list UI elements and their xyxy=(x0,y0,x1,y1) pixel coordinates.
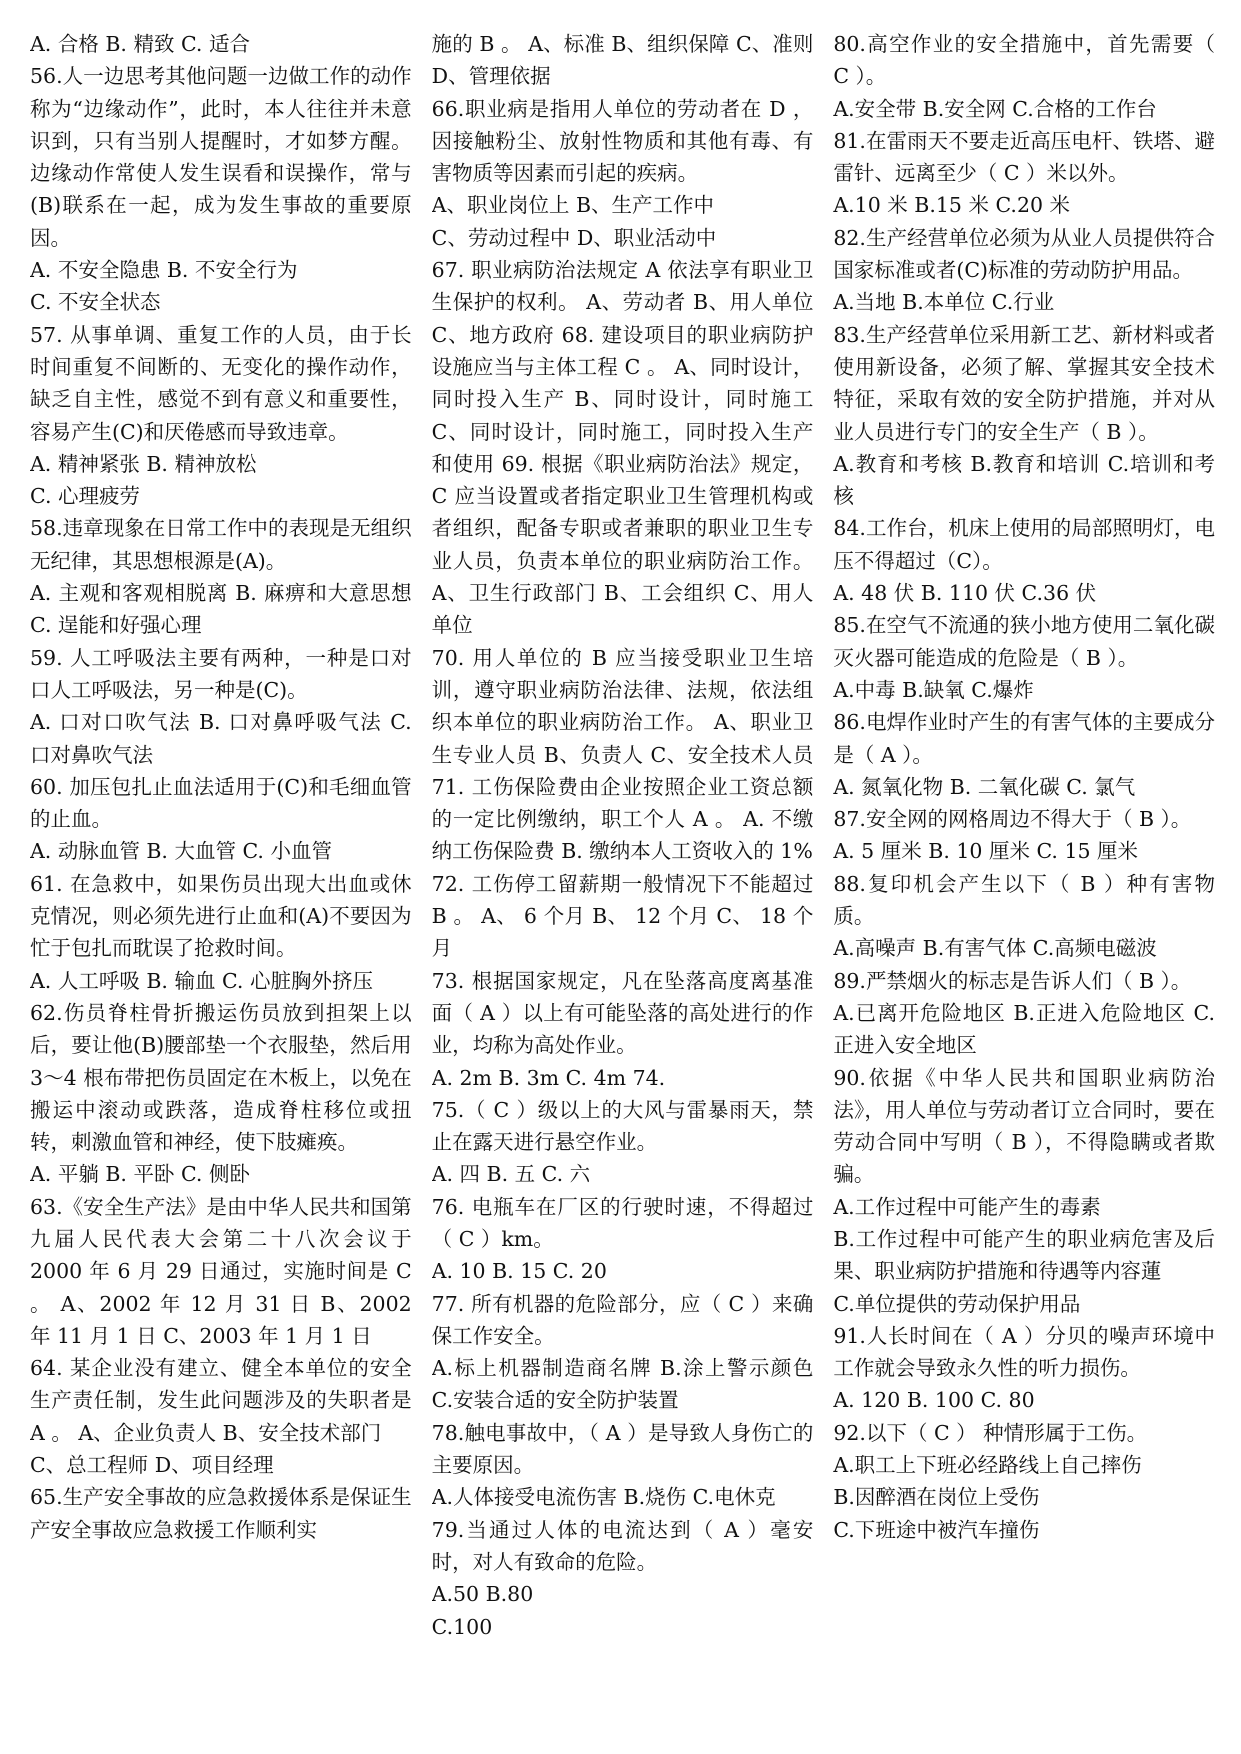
question-89: 89.严禁烟火的标志是告诉人们（ B ）。 xyxy=(833,968,1192,993)
options-line: A.教育和考核 B.教育和培训 C.培训和考核 xyxy=(833,451,1216,509)
options-line: A. 5 厘米 B. 10 厘米 C. 15 厘米 xyxy=(833,839,1139,864)
column-middle xyxy=(432,28,814,1754)
options-line: A. 精神紧张 B. 精神放松 xyxy=(30,451,257,476)
question-82: 82.生产经营单位必须为从业人员提供符合国家标准或者(C)标准的劳动防护用品。 xyxy=(833,225,1216,283)
options-line: A.安全带 B.安全网 C.合格的工作台 xyxy=(833,96,1157,121)
question-66: 66.职业病是指用人单位的劳动者在 D ，因接触粉尘、放射性物质和其他有毒、有害物质等因素而引起的疾病。 xyxy=(431,96,814,186)
question-62: 62.伤员脊柱骨折搬运伤员放到担架上以后，要让他(B)腰部垫一个衣服垫，然后用 3～4 根布带把伤员固定在木板上，以免在搬运中滚动或跌落，造成脊柱移位或扭转，刺激血管和神经，使下肢瘫痪。 xyxy=(30,1000,412,1155)
question-65-continued: 施的 B 。 A、标准 B、组织保障 C、准则 D、管理依据 xyxy=(431,32,814,89)
question-92: 92.以下（ C ） 种情形属于工伤。 xyxy=(833,1420,1148,1445)
question-63: 63.《安全生产法》是由中华人民共和国第九届人民代表大会第二十八次会议于 2000 年 6 月 29 日通过，实施时间是 C 。 A、2002 年 12 月 31 日 B、2002 年 11 月 1 日 C、2003 年 1 月 1 日 xyxy=(30,1194,412,1348)
options-line: A. 120 B. 100 C. 80 xyxy=(833,1388,1035,1413)
question-67-69: 67. 职业病防治法规定 A 依法享有职业卫生保护的权利。 A、劳动者 B、用人单位 C、地方政府 68. 建设项目的职业病防护设施应当与主体工程 C 。 A、同时设计，同时投入生产 B、同时设计，同时施工 C、同时设计，同时施工，同时投入生产和使用 69. 根据《职业病防治法》规定， C 应当设置或者指定职业卫生管理机构或者组织，配备专职或者兼职的职业卫生专业人员，负责本单位的职业病防治工作。 A、卫生行政部门 B、工会组织 C、用人单位 xyxy=(431,258,814,638)
options-line: A. 不安全隐患 B. 不安全行为 xyxy=(30,258,298,283)
question-58: 58.违章现象在日常工作中的表现是无组织无纪律，其思想根源是(A)。 xyxy=(30,516,412,573)
question-72: 72. 工伤停工留薪期一般情况下不能超过 B 。 A、 6 个月 B、 12 个月 C、 18 个月 xyxy=(431,871,814,961)
options-line: C、劳动过程中 D、职业活动中 xyxy=(431,225,717,250)
options-line: A、职业岗位上 B、生产工作中 xyxy=(431,193,715,218)
question-61: 61. 在急救中，如果伤员出现大出血或休克情况，则必须先进行止血和(A)不要因为忙于包扎而耽误了抢救时间。 xyxy=(30,871,412,961)
question-64: 64. 某企业没有建立、健全本单位的安全生产责任制，发生此问题涉及的失职者是 A 。 A、企业负责人 B、安全技术部门 xyxy=(30,1356,412,1445)
text-line: A. 合格 B. 精致 C. 适合 xyxy=(30,32,250,56)
options-line: C.100 xyxy=(431,1614,493,1639)
options-line: A.高噪声 B.有害气体 C.高频电磁波 xyxy=(833,936,1157,961)
options-line: A. 48 伏 B. 110 伏 C.36 伏 xyxy=(833,581,1097,606)
options-line: A. 主观和客观相脱离 B. 麻痹和大意思想 C. 逞能和好强心理 xyxy=(30,581,412,638)
question-83: 83.生产经营单位采用新工艺、新材料或者使用新设备，必须了解、掌握其安全技术特征，采取有效的安全防护措施，并对从业人员进行专门的安全生产（ B ）。 xyxy=(833,322,1216,444)
options-line: A.已离开危险地区 B.正进入危险地区 C.正进入安全地区 xyxy=(833,1000,1216,1058)
options-line: B.因醉酒在岗位上受伤 xyxy=(833,1485,1040,1510)
question-91: 91.人长时间在（ A ）分贝的噪声环境中工作就会导致永久性的听力损伤。 xyxy=(833,1323,1216,1381)
options-line: A.职工上下班必经路线上自己摔伤 xyxy=(833,1453,1142,1478)
question-88: 88.复印机会产生以下（ B ）种有害物质。 xyxy=(833,871,1216,929)
question-85: 85.在空气不流通的狭小地方使用二氧化碳灭火器可能造成的危险是（ B ）。 xyxy=(833,613,1216,670)
options-line: A.当地 B.本单位 C.行业 xyxy=(833,290,1055,315)
question-59: 59. 人工呼吸法主要有两种，一种是口对口人工呼吸法，另一种是(C)。 xyxy=(30,645,412,702)
options-line: A.10 米 B.15 米 C.20 米 xyxy=(833,193,1071,218)
question-80: 80.高空作业的安全措施中，首先需要（ C ）。 xyxy=(833,32,1216,89)
options-line: A.50 B.80 xyxy=(431,1582,534,1607)
column-right xyxy=(833,28,1215,1754)
question-60: 60. 加压包扎止血法适用于(C)和毛细血管的止血。 xyxy=(30,774,412,832)
options-line: C、总工程师 D、项目经理 xyxy=(30,1453,274,1478)
options-line: A. 口对口吹气法 B. 口对鼻呼吸气法 C. 口对鼻吹气法 xyxy=(30,710,412,767)
options-line: A. 平躺 B. 平卧 C. 侧卧 xyxy=(30,1162,250,1187)
question-86: 86.电焊作业时产生的有害气体的主要成分是（ A ）。 xyxy=(833,710,1216,767)
question-81: 81.在雷雨天不要走近高压电杆、铁塔、避雷针、远离至少（ C ）米以外。 xyxy=(833,128,1216,186)
options-line: B.工作过程中可能产生的职业病危害及后果、职业病防护措施和待遇等内容蓮 xyxy=(833,1226,1216,1284)
question-79: 79.当通过人体的电流达到（ A ）毫安时，对人有致命的危险。 xyxy=(431,1517,814,1574)
question-87: 87.安全网的网格周边不得大于（ B ）。 xyxy=(833,807,1192,832)
options-line: A.工作过程中可能产生的毒素 xyxy=(833,1194,1101,1219)
options-line: C.下班途中被汽车撞伤 xyxy=(833,1517,1040,1542)
options-line: A.中毒 B.缺氧 C.爆炸 xyxy=(833,677,1034,702)
options-line: A. 人工呼吸 B. 输血 C. 心脏胸外挤压 xyxy=(30,968,373,993)
question-57: 57. 从事单调、重复工作的人员，由于长时间重复不间断的、无变化的操作动作，缺乏自主性，感觉不到有意义和重要性，容易产生(C)和厌倦感而导致违章。 xyxy=(30,322,412,444)
question-90: 90.依据《中华人民共和国职业病防治法》，用人单位与劳动者订立合同时，要在劳动合同中写明（ B ），不得隐瞒或者欺骗。 xyxy=(833,1065,1216,1187)
question-70-71: 70. 用人单位的 B 应当接受职业卫生培训，遵守职业病防治法律、法规，依法组织本单位的职业病防治工作。 A、职业卫生专业人员 B、负责人 C、安全技术人员 71. 工伤保险费由企业按照企业工资总额的一定比例缴纳，职工个人 A 。 A. 不缴纳工伤保险费 B. 缴纳本人工资收入的 1% xyxy=(431,645,814,864)
options-line: C. 心理疲劳 xyxy=(30,484,140,509)
options-line: A. 2m B. 3m C. 4m 74. xyxy=(431,1065,666,1090)
options-line: A. 动脉血管 B. 大血管 C. 小血管 xyxy=(30,839,332,864)
options-line: A. 10 B. 15 C. 20 xyxy=(431,1259,607,1284)
question-78: 78.触电事故中，（ A ）是导致人身伤亡的主要原因。 xyxy=(431,1420,814,1478)
question-65: 65.生产安全事故的应急救援体系是保证生产安全事故应急救援工作顺利实 xyxy=(30,1485,412,1542)
question-84: 84.工作台，机床上使用的局部照明灯，电压不得超过（C）。 xyxy=(833,516,1216,573)
question-76: 76. 电瓶车在厂区的行驶时速，不得超过（ C ）km。 xyxy=(431,1194,814,1251)
options-line: C. 不安全状态 xyxy=(30,290,161,315)
options-line: A.人体接受电流伤害 B.烧伤 C.电休克 xyxy=(431,1485,776,1510)
question-73: 73. 根据国家规定，凡在坠落高度离基准面（ A ）以上有可能坠落的高处进行的作业，均称为高处作业。 xyxy=(431,968,814,1058)
column-left xyxy=(30,28,412,1754)
options-line: A.标上机器制造商名牌 B.涂上警示颜色 C.安装合适的安全防护装置 xyxy=(431,1356,814,1413)
question-56: 56.人一边思考其他问题一边做工作的动作称为“边缘动作”，此时，本人往往并未意识到，只有当别人提醒时，才如梦方醒。边缘动作常使人发生误看和误操作，常与(B)联系在一起，成为发生事故的重要原因。 xyxy=(30,64,412,250)
question-75: 75.（ C ）级以上的大风与雷暴雨天，禁止在露天进行悬空作业。 xyxy=(431,1097,814,1155)
options-line: A. 四 B. 五 C. 六 xyxy=(431,1162,591,1187)
options-line: A. 氮氧化物 B. 二氧化碳 C. 氯气 xyxy=(833,774,1136,799)
question-77: 77. 所有机器的危险部分，应（ C ）来确保工作安全。 xyxy=(431,1291,814,1348)
options-line: C.单位提供的劳动保护用品 xyxy=(833,1291,1081,1316)
